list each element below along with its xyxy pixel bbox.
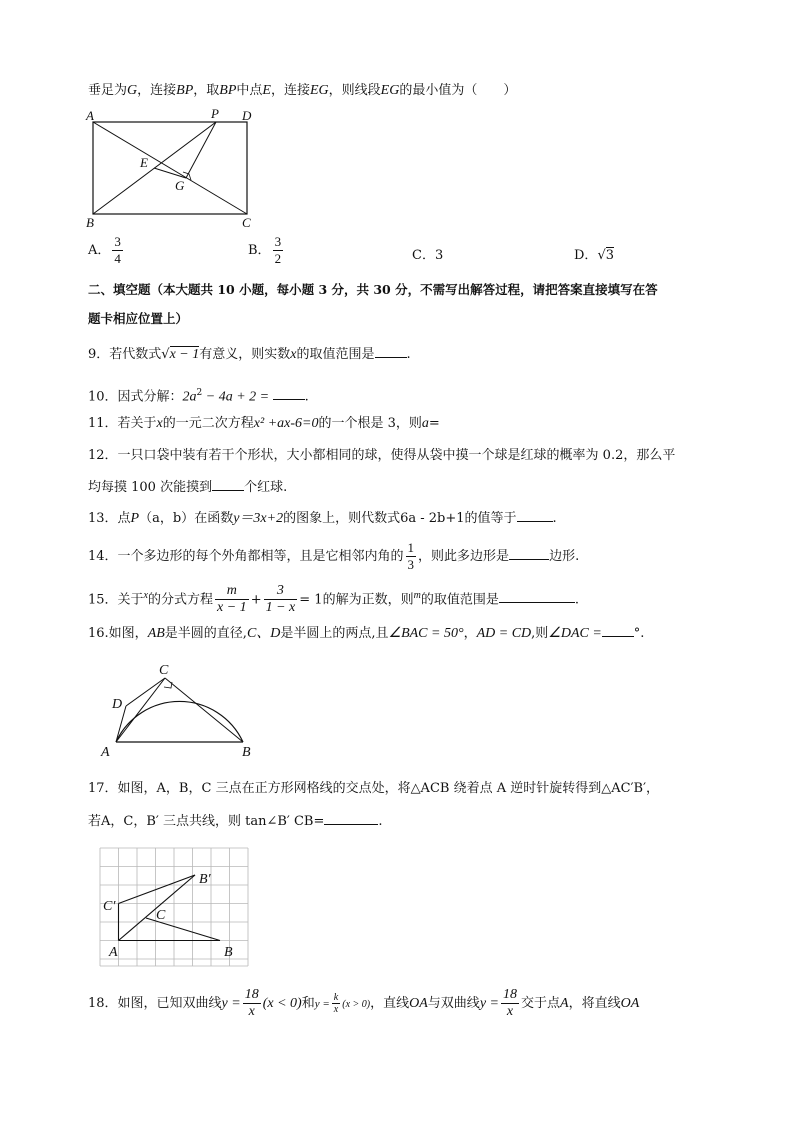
q15-answer-blank[interactable]	[499, 590, 575, 603]
section2-title-line1: 二、填空题（本大题共 10 小题，每小题 3 分，共 30 分，不需写出解答过程，请把答案直接填写在答	[88, 282, 658, 297]
q16-label-A: A	[101, 745, 110, 760]
q17-line2: 若A，C，B′ 三点共线，则 tan∠B′ CB= .	[88, 814, 383, 829]
q16: 16.如图，AB是半圆的直径,C、D是半圆上的两点,且∠BAC = 50°，AD = CD,则∠DAC = °.	[88, 626, 645, 641]
q16-label-B: B	[242, 745, 251, 760]
q16-label-C: C	[159, 663, 169, 678]
q8-rectangle-figure	[84, 104, 264, 232]
q17-grid-figure	[96, 844, 256, 970]
q8-label-G: G	[175, 178, 185, 193]
q17-label-Cp: C′	[103, 899, 116, 914]
q16-answer-blank[interactable]	[602, 624, 634, 637]
q8-label-D: D	[242, 108, 252, 123]
q8-option-c[interactable]: C．3	[412, 248, 444, 263]
sqrt-symbol-icon: √	[597, 248, 606, 263]
q17-label-B: B	[224, 945, 233, 960]
q15: 15．关于$^x$的分式方程 $\frac{m}{x - 1}$ + $\frac{3}{1 - x}$ = 1的解为正数，则$^m$的取值范围是 .	[88, 583, 579, 616]
q17-label-C: C	[156, 908, 166, 923]
q10-answer-blank[interactable]	[273, 387, 305, 400]
q17-line1: 17．如图，A，B，C 三点在正方形网格线的交点处，将△ACB 绕着点 A 逆时针旋转得到△AC′B′，	[88, 781, 660, 796]
q8-option-a[interactable]: A． $\frac{3}{4}$	[88, 234, 121, 266]
q16-label-D: D	[112, 697, 123, 712]
q13-answer-blank[interactable]	[517, 509, 553, 522]
sqrt-symbol-icon: √	[161, 347, 170, 362]
q9-answer-blank[interactable]	[375, 345, 407, 358]
q10: 10．因式分解：$2a^2 - 4a + 2$ = .	[88, 388, 309, 405]
q12-line2: 均每摸 100 次能摸到 个红球.	[88, 480, 288, 495]
q17-answer-blank[interactable]	[324, 812, 378, 825]
q8-label-C: C	[242, 215, 251, 230]
q17-label-Bp: B′	[199, 872, 211, 887]
q11: 11．若关于x的一元二次方程x² +ax-6=0的一个根是 3，则a=	[88, 416, 440, 431]
q12-line1: 12．一只口袋中装有若干个形状，大小都相同的球，使得从袋中摸一个球是红球的概率为 0.2，那么平	[88, 448, 676, 463]
q9: 9．若代数式√x − 1有意义，则实数x的取值范围是 .	[88, 347, 411, 362]
q8-option-b[interactable]: B． $\frac{3}{2}$	[248, 234, 282, 266]
q18: 18．如图，已知双曲线y = $\frac{18}{x}$ (x < 0)和y = $\frac{k}{x}$ (x > 0)，直线OA与双曲线y = $\frac{18}{x}$ 交于点A，将直线OA	[88, 987, 640, 1019]
q17-label-A: A	[109, 945, 118, 960]
q8-label-P: P	[211, 106, 219, 121]
q14-answer-blank[interactable]	[509, 547, 549, 560]
section2-title-line2: 题卡相应位置上）	[88, 311, 189, 326]
q14: 14．一个多边形的每个外角都相等，且是它相邻内角的 $\frac{1}{3}$ ，则此多边形是 边形.	[88, 540, 580, 572]
q8-option-d[interactable]: D．√3	[574, 248, 615, 263]
q8-label-B: B	[86, 215, 94, 230]
q16-semicircle-figure	[98, 660, 268, 760]
q8-label-A: A	[86, 108, 94, 123]
q8-label-E: E	[140, 155, 148, 170]
q12-answer-blank[interactable]	[212, 478, 244, 491]
q13: 13．点P（a，b）在函数y＝3x+2的图象上，则代数式6a - 2b+1的值等于 .	[88, 511, 557, 526]
q8-stem: 垂足为G，连接BP，取BP中点E，连接EG，则线段EG的最小值为（ ）	[88, 83, 517, 98]
